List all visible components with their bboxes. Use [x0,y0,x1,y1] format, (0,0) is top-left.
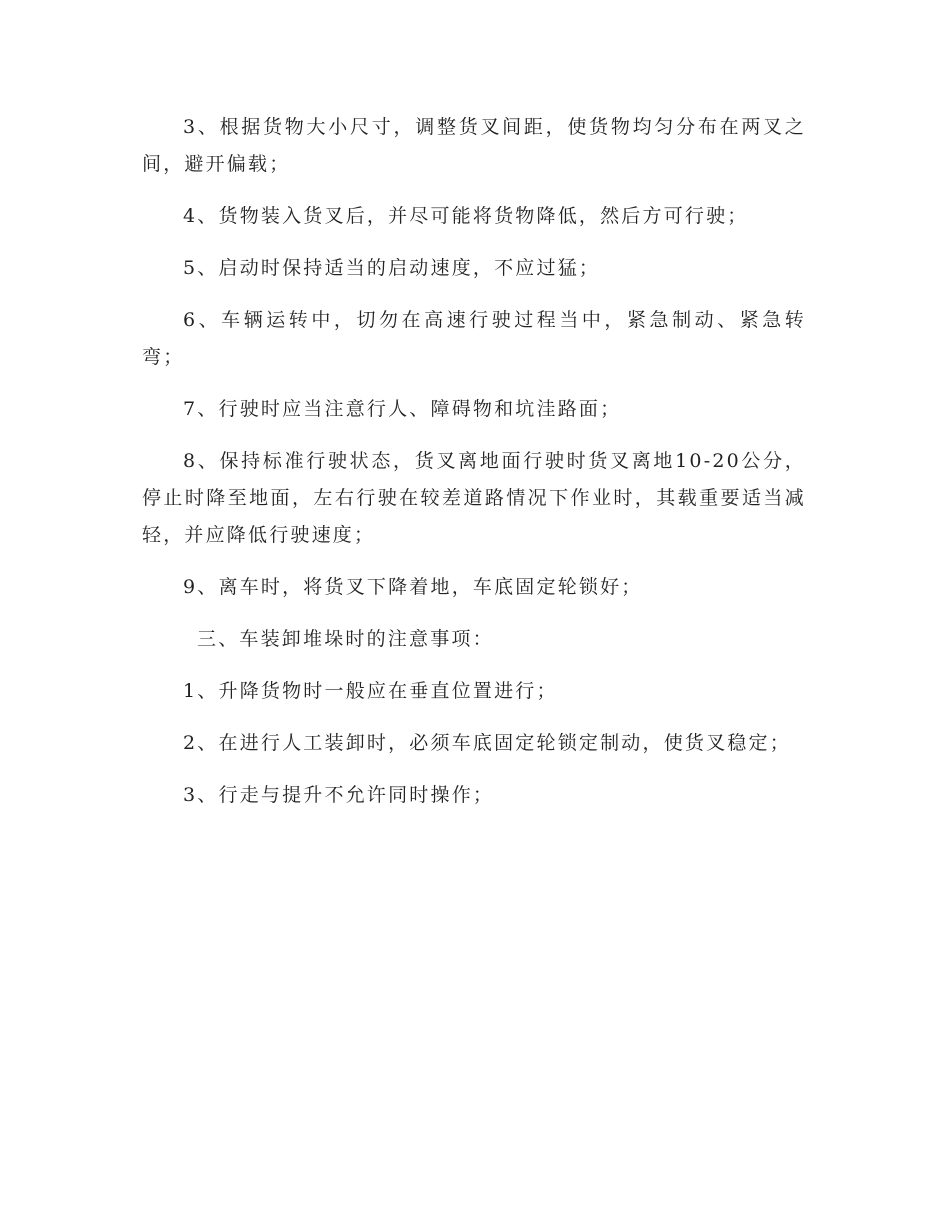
paragraph-item-5-start-speed: 5、启动时保持适当的启动速度，不应过猛； [183,257,601,279]
paragraph-item-3-fork-spacing: 3、根据货物大小尺寸，调整货叉间距，使货物均匀分布在两叉之间，避开偏载； [142,116,806,175]
paragraph-item-1-vertical-lift: 1、升降货物时一般应在垂直位置进行； [183,680,558,702]
section-heading-loading-stacking: 三、车装卸堆垛时的注意事项： [197,628,494,650]
paragraph-item-9-leaving-vehicle: 9、离车时，将货叉下降着地，车底固定轮锁好； [183,576,643,598]
paragraph-item-3-no-simultaneous-ops: 3、行走与提升不允许同时操作； [183,784,495,806]
document-body [142,109,806,829]
paragraph-item-7-watch-pedestrians: 7、行驶时应当注意行人、障碍物和坑洼路面； [183,398,622,420]
paragraph-item-4-lower-load: 4、货物装入货叉后，并尽可能将货物降低，然后方可行驶； [183,205,749,227]
paragraph-item-8-standard-driving: 8、保持标准行驶状态，货叉离地面行驶时货叉离地10-20公分，停止时降至地面，左右行驶在较差道路情况下作业时，其载重要适当减轻，并应降低行驶速度； [142,450,806,546]
paragraph-item-2-manual-loading: 2、在进行人工装卸时，必须车底固定轮锁定制动，使货叉稳定； [183,732,791,754]
paragraph-item-6-no-sudden-braking: 6、车辆运转中，切勿在高速行驶过程当中，紧急制动、紧急转弯； [142,309,806,368]
